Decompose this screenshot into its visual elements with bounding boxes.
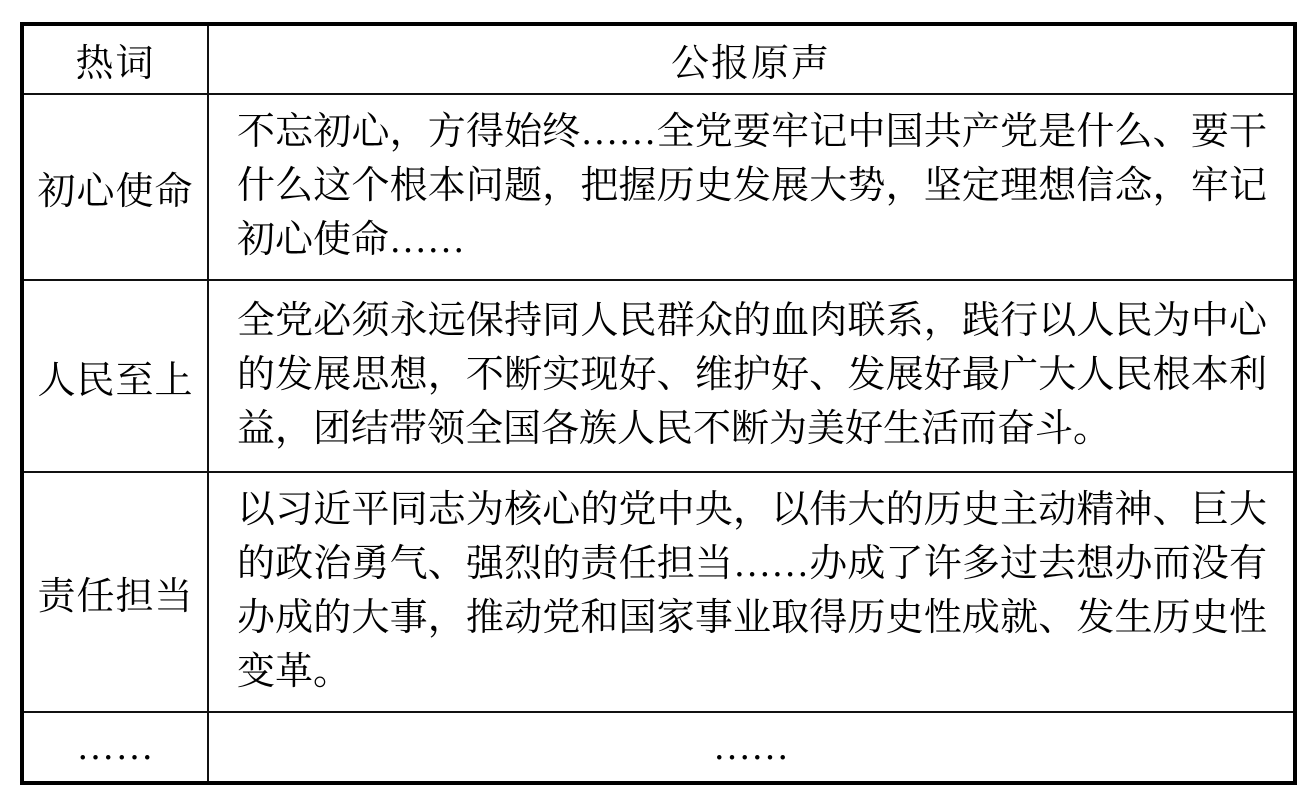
keyword-cell: 人民至上: [22, 280, 208, 472]
table-row: [22, 280, 1295, 472]
quote-cell: 以习近平同志为核心的党中央，以伟大的历史主动精神、巨大的政治勇气、强烈的责任担当……办成了许多过去想办而没有办成的大事，推动党和国家事业取得历史性成就、发生历史性变革。: [208, 472, 1295, 712]
header-keyword: 热词: [22, 24, 208, 94]
hot-words-table: [20, 22, 1297, 785]
keyword-cell: 责任担当: [22, 472, 208, 712]
header-quote: 公报原声: [208, 24, 1295, 94]
table-header-row: [22, 24, 1295, 94]
quote-cell: 全党必须永远保持同人民群众的血肉联系，践行以人民为中心的发展思想，不断实现好、维护好、发展好最广大人民根本利益，团结带领全国各族人民不断为美好生活而奋斗。: [208, 280, 1295, 472]
table-row: [22, 472, 1295, 712]
keyword-cell: 初心使命: [22, 94, 208, 280]
quote-cell: ……: [208, 712, 1295, 783]
table-row: [22, 94, 1295, 280]
keyword-cell: ……: [22, 712, 208, 783]
table-row: [22, 712, 1295, 783]
quote-cell: 不忘初心，方得始终……全党要牢记中国共产党是什么、要干什么这个根本问题，把握历史发展大势，坚定理想信念，牢记初心使命……: [208, 94, 1295, 280]
